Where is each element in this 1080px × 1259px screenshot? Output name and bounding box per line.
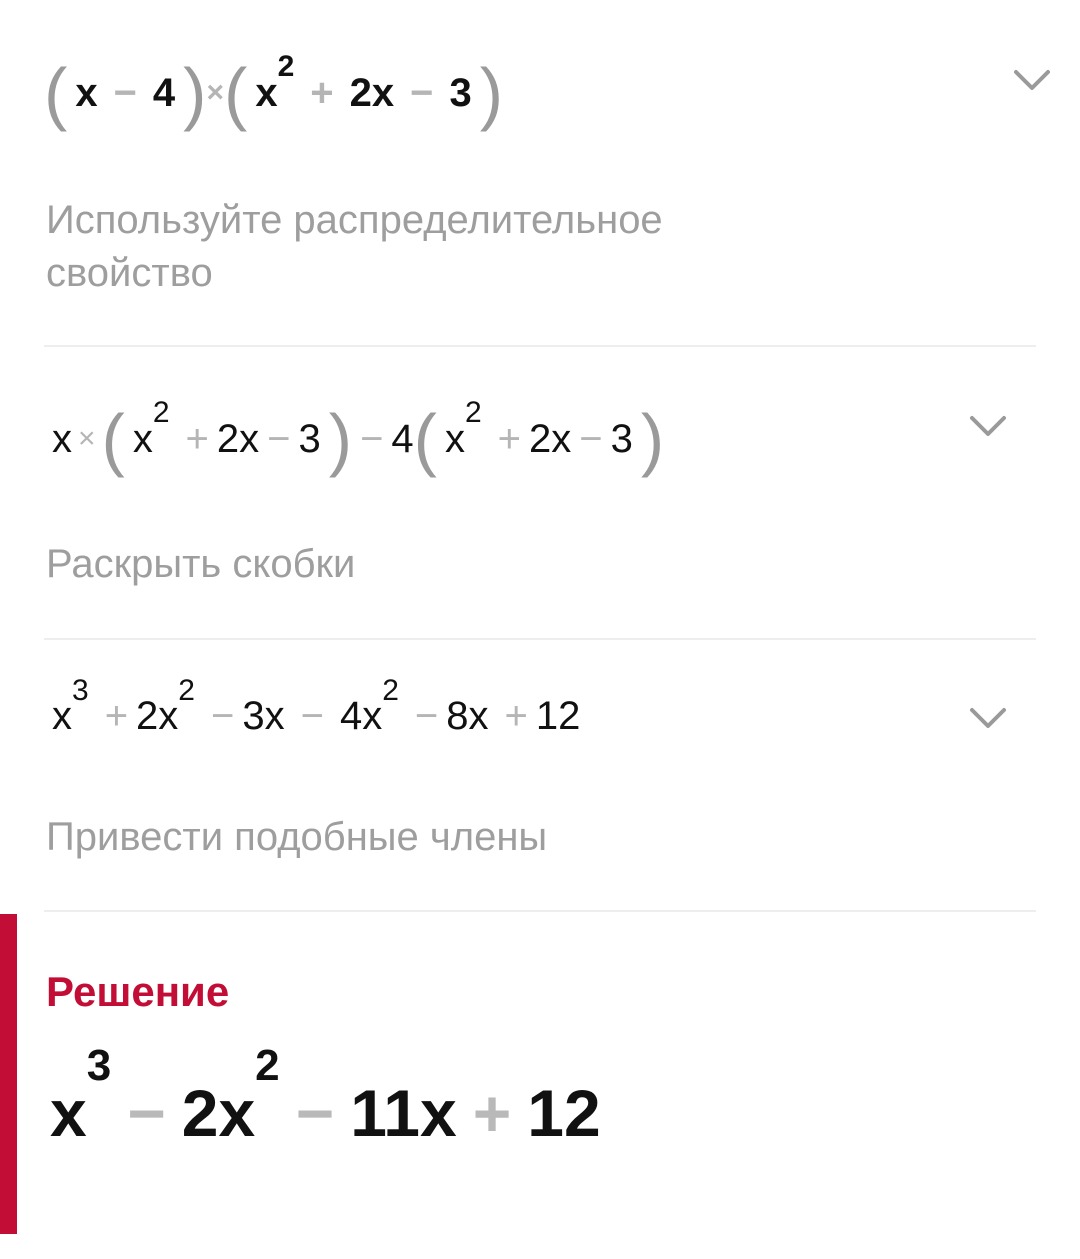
divider <box>44 638 1036 640</box>
divider <box>44 910 1036 912</box>
chevron-down-icon[interactable] <box>1012 66 1052 96</box>
step-1[interactable] <box>44 0 1036 346</box>
step-2-expression: x × ( x 2 + 2x − 3 ) − 4 ( x 2 + 2x − 3 ) <box>52 396 665 478</box>
step-1-hint: Используйте распределительное свойство <box>46 198 663 295</box>
chevron-down-icon[interactable] <box>968 412 1008 442</box>
chevron-down-icon[interactable] <box>968 704 1008 734</box>
step-2[interactable] <box>44 347 1036 639</box>
step-3-hint: Привести подобные члены <box>46 815 548 859</box>
step-2-hint: Раскрыть скобки <box>46 542 356 586</box>
step-3-expression: x 3 + 2x 2 − 3x − 4x 2 − 8x + 12 <box>52 673 581 738</box>
solution-label: Решение <box>46 968 230 1015</box>
solution-accent-bar <box>0 914 17 1234</box>
solution-expression: x 3 − 2x 2 − 11x + 12 <box>50 1041 601 1150</box>
step-1-expression: ( x − 4 ) × ( x 2 + 2x − 3 ) <box>44 50 504 132</box>
